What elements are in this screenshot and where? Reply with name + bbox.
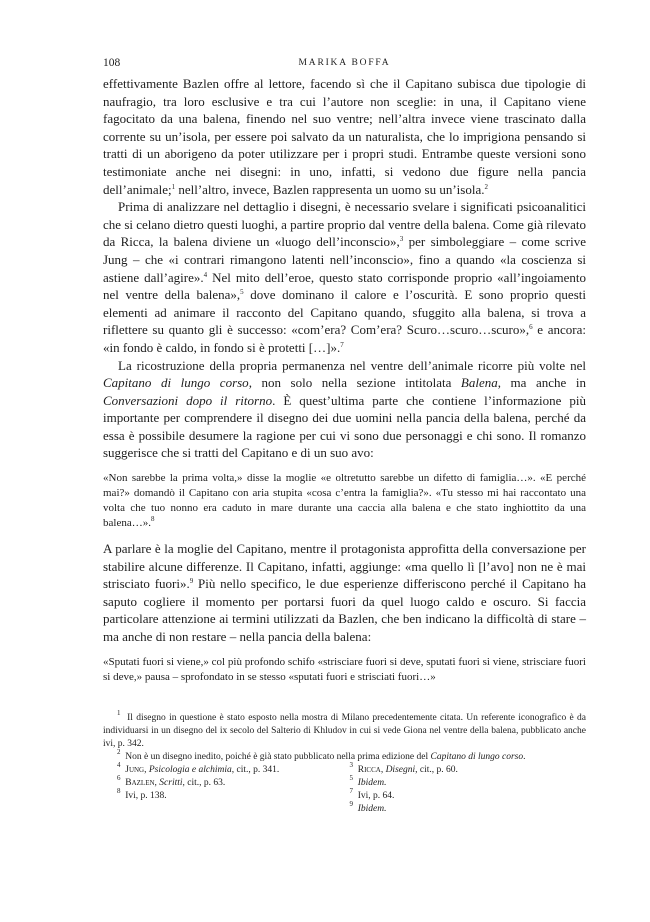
footnote-8: $^8$ Ivi, p. 138. [117,786,167,801]
footnote-3: $^3$ Ricca, Disegni, cit., p. 60. [349,760,458,775]
footnote-ref-9[interactable]: 9 [189,577,194,586]
paragraph-3: La ricostruzione della propria permanenza nel ventre dell’animale ricorre più volte nel Capitano di lungo corso, non solo nella sezione intitolata Balena, ma anche in Conversazioni dopo il ritorno. È quest’ultima parte che contiene l’informazione più importante per comprendere il disegno dei due uomini nella pancia della balena, perché da essa è possibile desumere la ragione per cui vi sono due personaggi e chi sono. Il romanzo suggerisce che si tratti del Capitano e di un suo avo: [103,357,586,461]
footnote-ref-6[interactable]: 6 [529,323,533,332]
footnote-1: $^1$ Il disegno in questione è stato esposto nella mostra di Milano precedentemente citata. Un referente iconografico è da individuarsi in un disegno del ix secolo del Salterio di Khludov in cui si vede Giona nel ventre della balena, pubblicato anche ivi, p. 342. [103,708,586,749]
footnote-4: $^4$ Jung, Psicologia e alchimia, cit., p. 341. [117,760,280,775]
footnote-7: $^7$ Ivi, p. 64. [349,786,395,801]
book-title: Capitano di lungo corso [103,375,249,391]
body-text [103,75,586,685]
block-quote-2: «Sputati fuori si viene,» col più profondo schifo «strisciare fuori si deve, sputati fuori si viene, strisciare fuori si deve,» pausa – sprofondato in se stesso «sputati fuori e strisciati fuori…» [103,655,586,683]
running-head: MARIKA BOFFA [298,58,391,68]
block-quote-1: «Non sarebbe la prima volta,» disse la moglie «e oltretutto sarebbe un difetto di famiglia…». «E perché mai?» domandò il Capitano con aria stupita «cosa c’entra la famiglia?». «Tu stesso mi hai raccontato una volta che tuo nonno era caduto in mare durante una caccia alla balena e che stato inghiottito da una balena…».$^8$ [103,472,586,530]
page-number: 108 [103,57,121,69]
paragraph-2: Prima di analizzare nel dettaglio i disegni, è necessario svelare i significati psicoanalitici che si celano dietro questi luoghi, a partire proprio dal ventre della balena. Come già rilevato da Ricca, la balena diviene un «luogo dell’inconscio»,$^3$ per simboleggiare – come scrive Jung – che «i contrari rimangono latenti nell’inconscio», fino a quando «la coscienza si astiene dall’agire».$^4$ Nel mito dell’eroe, questo stato corrisponde proprio «all’ingoiamento nel ventre della balena»,$^5$ dove dominano il calore e l’oscurità. E sono proprio questi elementi ad animare il racconto del Capitano quando, sfuggito alla balena, si trova a riflettere su quanto gli è successo: «com’era? Com’era? Scuro…scuro…scuro»,$^6$ e ancora: «in fondo è caldo, in fondo si è protetti […]».$^7$ [103,199,587,355]
page-header [103,57,586,73]
footnote-ref-7[interactable]: 7 [340,340,344,349]
footnote-ref-1[interactable]: 1 [171,182,176,191]
paragraph-4: A parlare è la moglie del Capitano, mentre il protagonista approfitta della conversazione per stabilire alcune differenze. Il Capitano, infatti, aggiunge: «ma quello lì [l’avo] non ne è mai strisciato fuori».$^9$ Più nello specifico, le due esperienze differiscono perché il Capitano ha saputo cogliere il momento per portarsi fuori da quel luogo caldo e oscuro. Si faccia particolare attenzione ai termini utilizzati da Bazlen, che ben indicano la difficoltà di stare – ma anche di non restare – nella pancia della balena: [103,541,586,645]
footnote-ref-2[interactable]: 2 [484,182,488,191]
section-title: Conversazioni dopo il ritorno [103,392,273,408]
footnotes [103,708,586,816]
footnote-grid [103,760,586,816]
footnote-ref-8[interactable]: 8 [150,515,155,524]
paragraph-1: effettivamente Bazlen offre al lettore, facendo sì che il Capitano subisca due tipologie di naufragio, tra loro esclusive e tra cui l’autore non sceglie: in una, il Capitano viene fagocitato da una balena, finendo nel suo ventre; nell’altra invece viene trascinato dalla corrente su un’isola, per essere poi salvato da un naturalista, che lo imprigiona pensando si tratti di un aborigeno da poter utilizzare per i propri studi. Entrambe queste versioni sono testimoniate anche nei disegni: in uno, infatti, si vedono due figure nella pancia dell’animale;$^1$ nell’altro, invece, Bazlen rappresenta un uomo su un’isola.$^2$ [103,76,586,197]
footnote-9: $^9$ Ibidem. [349,799,387,814]
footnote-ref-4[interactable]: 4 [203,270,208,279]
footnote-ref-5[interactable]: 5 [240,288,244,297]
footnote-5: $^5$ Ibidem. [349,773,387,788]
footnote-6: $^6$ Bazlen, Scritti, cit., p. 63. [117,773,226,788]
footnote-2: $^2$ Non è un disegno inedito, poiché è già stato pubblicato nella prima edizione del Capitano di lungo corso. [117,747,526,762]
section-title: Balena [460,375,498,391]
footnote-ref-3[interactable]: 3 [399,235,404,244]
footnote-spacer [103,803,340,816]
